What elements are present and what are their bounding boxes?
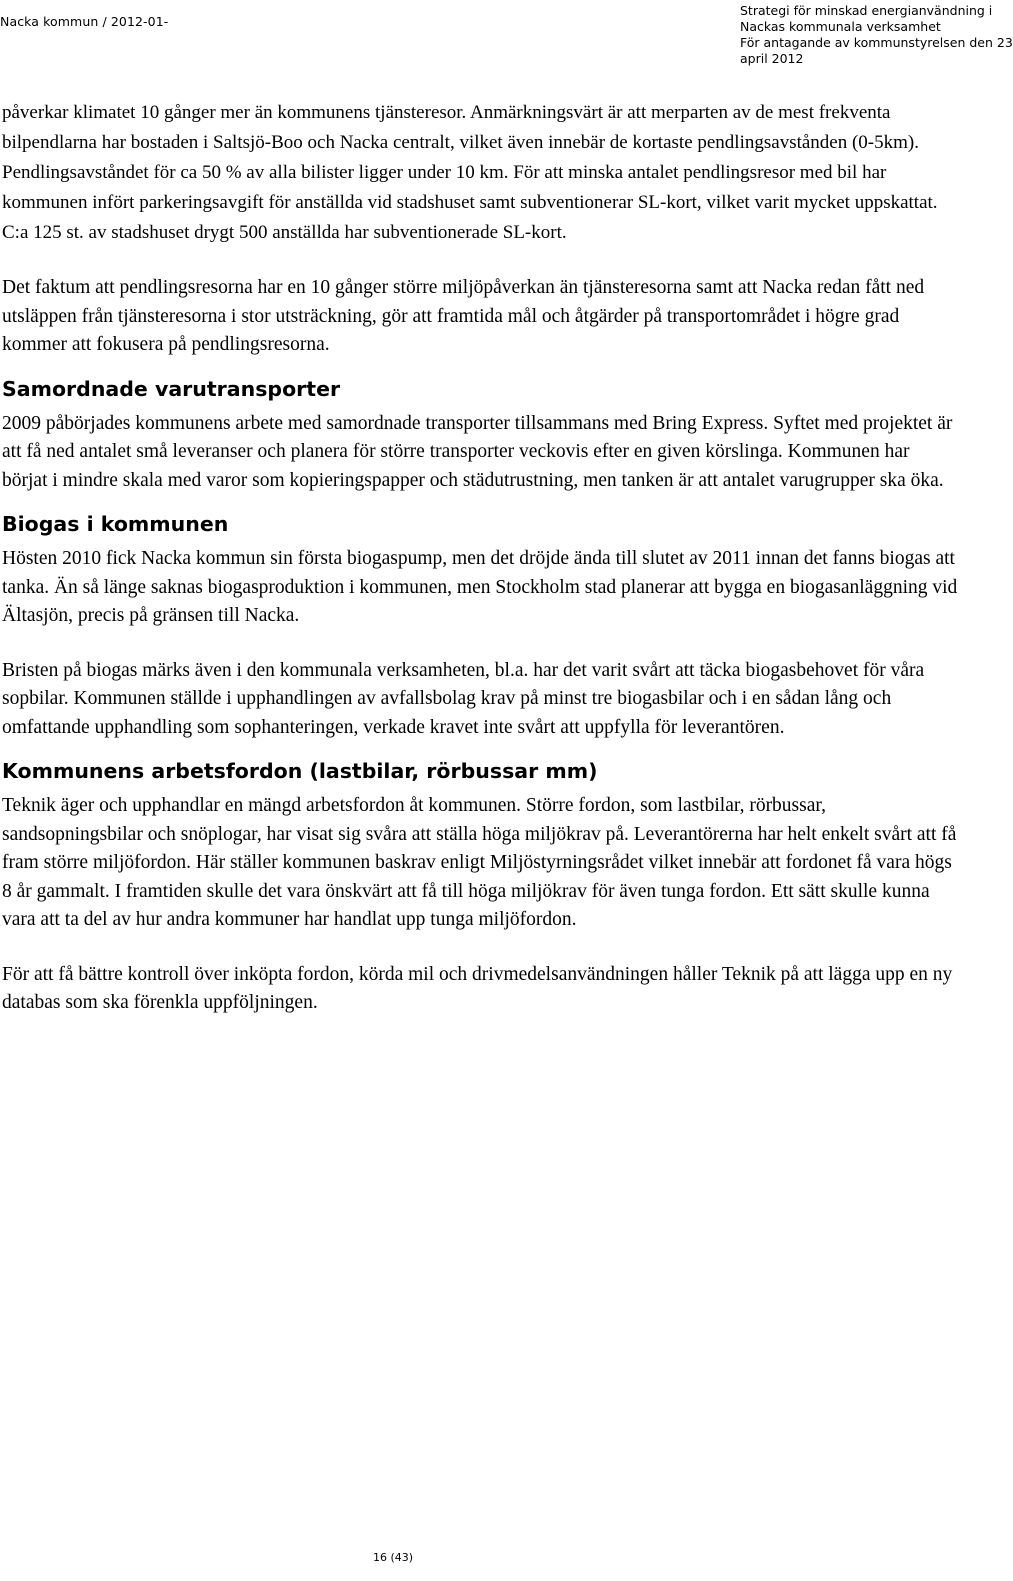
body-paragraph: Det faktum att pendlingsresorna har en 10 gånger större miljöpåverkan än tjänsteresorna samt att Nacka redan fått ned utsläppen från tjänsteresorna i stor utsträckning, gör att framtida mål och åtgärder på transportområdet i högre grad kommer att fokusera på pendlingsresorna. [2,277,925,355]
body-paragraph: 2009 påbörjades kommunens arbete med samordnade transporter tillsammans med Bring Express. Syftet med projektet är att få ned antalet små leveranser och planera för större transporter veckovis efter en given körslinga. Kommunen har börjat i mindre skala med varor som kopieringspapper och städutrustning, men tanken är att antalet varugrupper ska öka. [2,412,953,491]
intro-paragraph: påverkar klimatet 10 gånger mer än kommunens tjänsteresor. Anmärkningsvärt är att merparten av de mest frekventa bilpendlarna har bostaden i Saltsjö-Boo och Nacka centralt, vilket även innebär de kortaste pendlingsavstånden (0-5km). Pendlingsavståndet för ca 50 % av alla bilister ligger under 10 km. För att minska antalet pendlingsresor med bil har kommunen infört parkeringsavgift för anställda vid stadshuset samt subventionerar SL-kort, vilket varit mycket uppskattat. C:a 125 st. av stadshuset drygt 500 anställda har subventionerade SL-kort. [2,102,938,243]
body-paragraph: Hösten 2010 fick Nacka kommun sin första biogaspump, men det dröjde ända till slutet av 2011 innan det fanns biogas att tanka. Än så länge saknas biogasproduktion i kommunen, men Stockholm stad planerar att bygga en biogasanläggning vid Ältasjön, precis på gränsen till Nacka. [2,548,958,626]
page-number: 16 (43) [373,1551,414,1564]
document-body [2,98,958,1018]
body-paragraph: Bristen på biogas märks även i den kommunala verksamheten, bl.a. har det varit svårt att täcka biogasbehovet för våra sopbilar. Kommunen ställde i upphandlingen av avfallsbolag krav på minst tre biogasbilar och i en sådan lång och omfattande upphandling som sophanteringen, verkade kravet inte svårt att uppfylla för leverantören. [2,659,925,738]
header-right-line: Nackas kommunala verksamhet [740,19,941,34]
body-paragraph: Teknik äger och upphandlar en mängd arbetsfordon åt kommunen. Större fordon, som lastbilar, rörbussar, sandsopningsbilar och snöplogar, har visat sig svåra att ställa höga miljökrav på. Leverantörerna har helt enkelt svårt att få fram större miljöfordon. Här ställer kommunen baskrav enligt Miljöstyrningsrådet vilket innebär att fordonet få vara högs 8 år gammalt. I framtiden skulle det vara önskvärt att få till höga miljökrav för även tunga fordon. Ett sätt skulle kunna vara att ta del av hur andra kommuner har handlat upp tunga miljöfordon. [2,795,957,930]
header-right-line: För antagande av kommunstyrelsen den 23 [740,35,1013,50]
section-heading: Biogas i kommunen [2,512,229,536]
header-right [740,3,1013,67]
section-heading: Kommunens arbetsfordon (lastbilar, rörbussar mm) [2,759,598,783]
header-left: Nacka kommun / 2012-01- [0,14,169,29]
body-paragraph: För att få bättre kontroll över inköpta fordon, körda mil och drivmedelsanvändningen håller Teknik på att lägga upp en ny databas som ska förenkla uppföljningen. [2,963,953,1013]
header-right-line: Strategi för minskad energianvändning i [740,3,993,18]
section-heading: Samordnade varutransporter [2,376,341,401]
header-right-line: april 2012 [740,51,804,66]
